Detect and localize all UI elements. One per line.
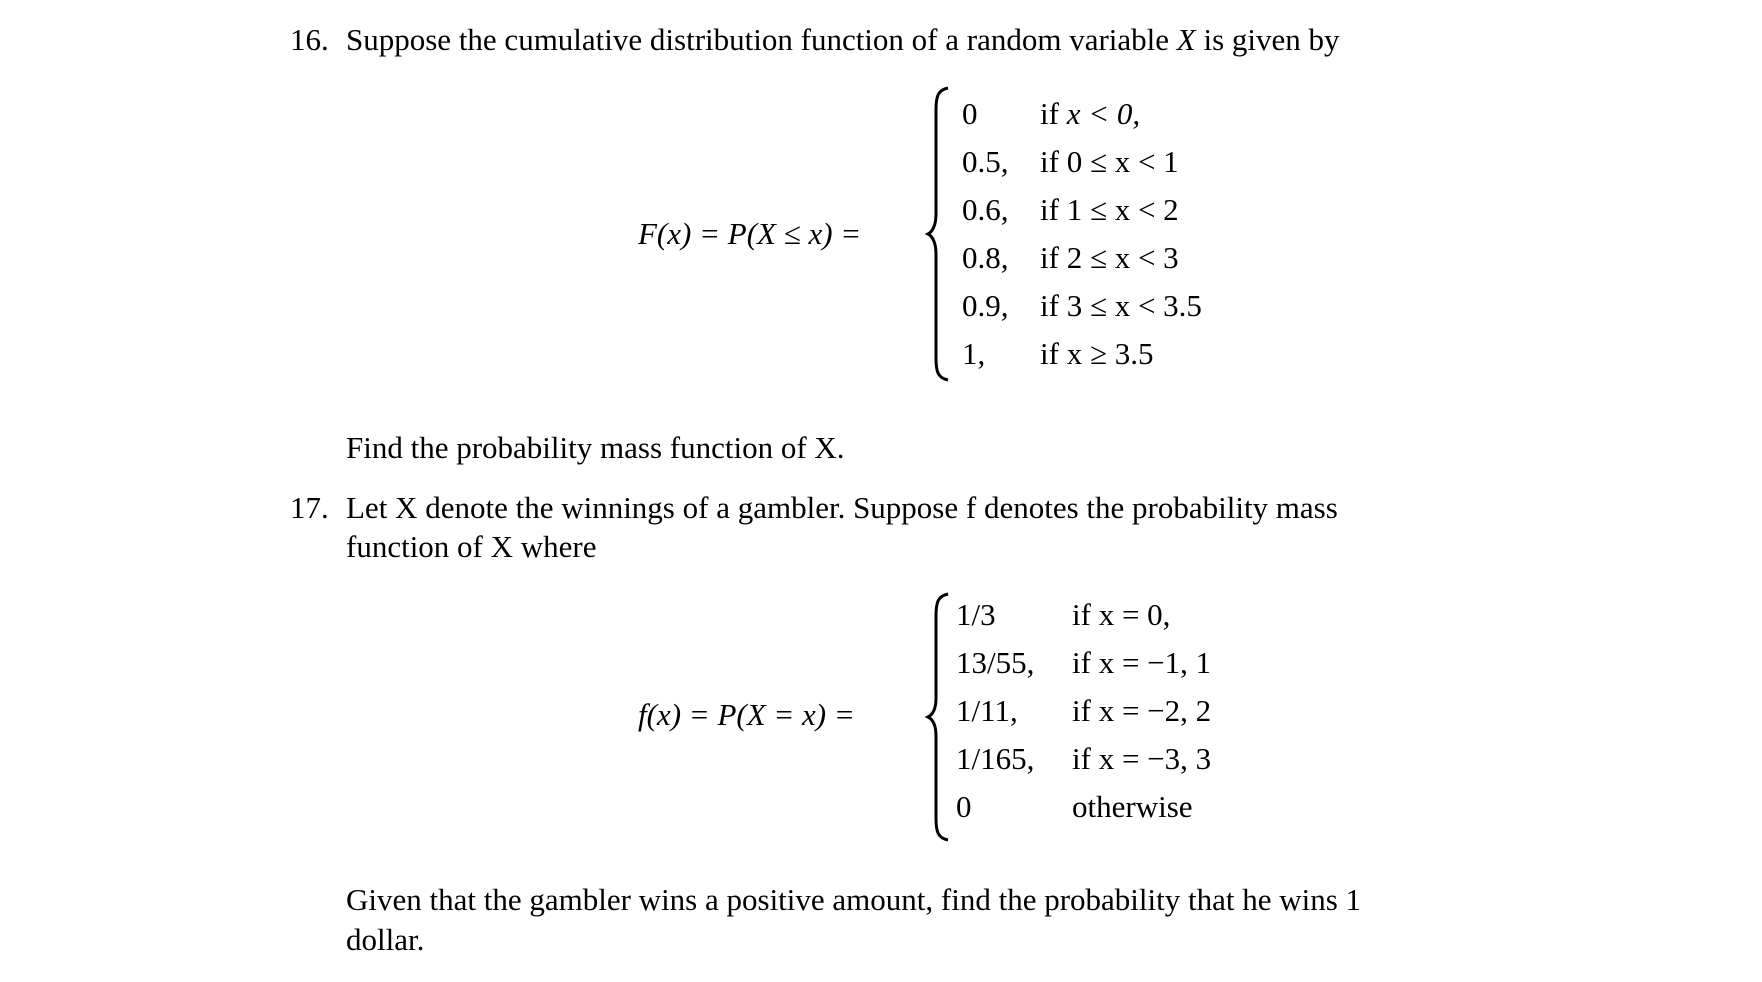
problem-16-intro — [346, 22, 1340, 58]
case-condition: if x ≥ 3.5 — [1040, 336, 1154, 371]
case-condition: if 1 ≤ x < 2 — [1040, 192, 1179, 227]
case-condition: if x < 0, — [1040, 96, 1141, 131]
case-value: 1, — [962, 336, 986, 371]
case-value: 0 — [962, 96, 978, 131]
problem-17-left-brace — [926, 592, 956, 842]
problem-16-intro-end: is given by — [1203, 22, 1340, 57]
problem-16-lhs: F(x) = P(X ≤ x) = — [638, 216, 862, 251]
case-value: 0.6, — [962, 192, 1009, 227]
problem-17-number: 17. — [290, 490, 329, 525]
problem-17-intro-line2: function of X where — [346, 529, 597, 564]
case-condition: if x = 0, — [1072, 597, 1171, 632]
case-value: 0.9, — [962, 288, 1009, 323]
case-value: 13/55, — [956, 645, 1035, 680]
problem-16-intro-text: Suppose the cumulative distribution function of a random variable — [346, 22, 1170, 57]
case-value: 0.8, — [962, 240, 1009, 275]
case-value: 0 — [956, 789, 972, 824]
problem-16-question: Find the probability mass function of X. — [346, 430, 845, 465]
case-value: 1/3 — [956, 597, 996, 632]
case-condition: if x = −3, 3 — [1072, 741, 1212, 776]
problem-17-lhs: f(x) = P(X = x) = — [638, 697, 855, 732]
case-value: 0.5, — [962, 144, 1009, 179]
case-condition: if 0 ≤ x < 1 — [1040, 144, 1179, 179]
case-condition: otherwise — [1072, 789, 1193, 824]
case-condition: if 3 ≤ x < 3.5 — [1040, 288, 1202, 323]
problem-16-left-brace — [926, 86, 956, 382]
problem-17-intro-line1: Let X denote the winnings of a gambler. Suppose f denotes the probability mass — [346, 490, 1338, 525]
case-value: 1/165, — [956, 741, 1035, 776]
problem-16-intro-var: X — [1176, 22, 1196, 57]
case-condition: if x = −1, 1 — [1072, 645, 1212, 680]
problem-17-question-line1: Given that the gambler wins a positive amount, find the probability that he wins 1 — [346, 882, 1362, 917]
case-condition: if 2 ≤ x < 3 — [1040, 240, 1179, 275]
case-condition: if x = −2, 2 — [1072, 693, 1212, 728]
problem-16-number: 16. — [290, 22, 329, 57]
case-value: 1/11, — [956, 693, 1018, 728]
problem-17-question-line2: dollar. — [346, 922, 425, 957]
